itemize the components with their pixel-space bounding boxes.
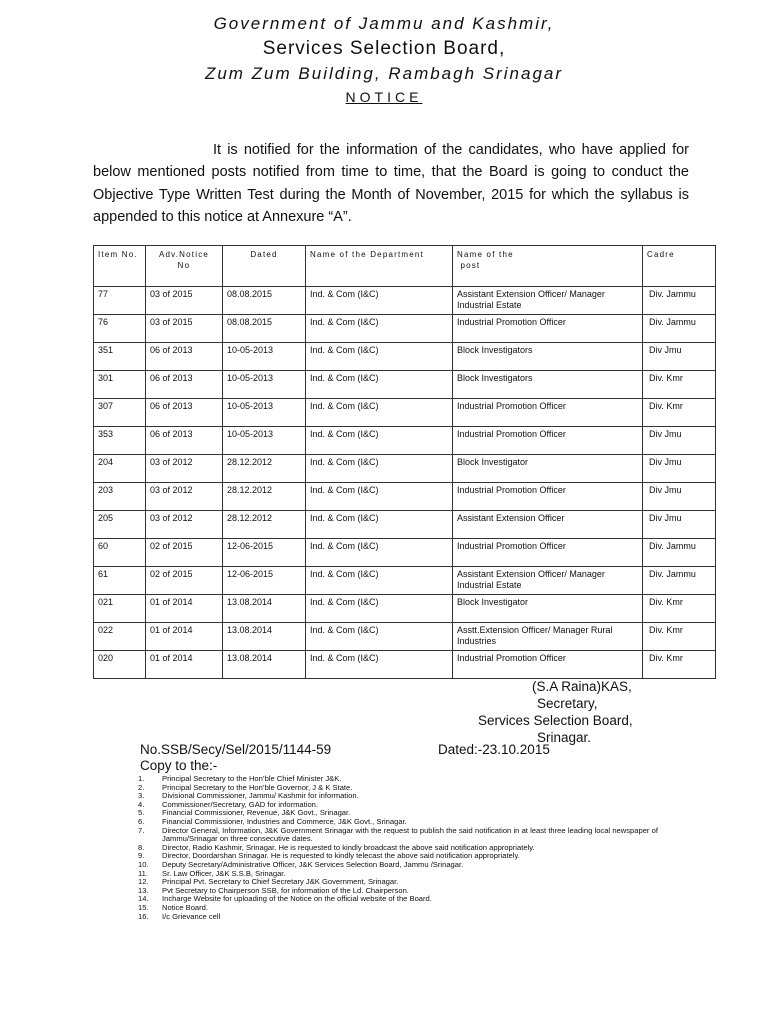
cell-dated: 28.12.2012 — [223, 455, 306, 483]
cell-department: Ind. & Com (I&C) — [306, 455, 453, 483]
cell-item-no: 022 — [94, 623, 146, 651]
table-row — [94, 567, 716, 595]
table-row — [94, 623, 716, 651]
table-row — [94, 511, 716, 539]
list-item-text: Principal Secretary to the Hon’ble Chief Minister J&K. — [162, 774, 342, 783]
intro-paragraph: It is notified for the information of the candidates, who have applied for below mentioned posts notified from time to time, that the Board is going to conduct the Objective Type Written Test during the Month of November, 2015 for which the syllabus is appended to this notice at Annexure “A”. — [93, 141, 689, 225]
cell-adv-notice: 02 of 2015 — [146, 539, 223, 567]
list-item-number: 3. — [138, 791, 145, 801]
header-government: Government of Jammu and Kashmir, — [213, 14, 555, 33]
cell-cadre: Div. Jammu — [643, 287, 716, 315]
list-item-text: Incharge Website for uploading of the Notice on the official website of the Board. — [162, 894, 432, 904]
cell-dated: 28.12.2012 — [223, 511, 306, 539]
list-item-text: Director General, Information, J&K Government Srinagar with the request to publish the said notification in at least three leading local newspaper of Jammu/Srinagar on three consecutive dates. — [162, 825, 658, 844]
cell-post: Industrial Promotion Officer — [453, 427, 643, 455]
cell-department: Ind. & Com (I&C) — [306, 287, 453, 315]
cell-department: Ind. & Com (I&C) — [306, 399, 453, 427]
cell-post: Industrial Promotion Officer — [453, 483, 643, 511]
cell-dated: 13.08.2014 — [223, 651, 306, 679]
cell-cadre: Div. Kmr — [643, 371, 716, 399]
cell-dated: 10-05-2013 — [223, 343, 306, 371]
cell-dated: 13.08.2014 — [223, 595, 306, 623]
cell-cadre: Div Jmu — [643, 483, 716, 511]
list-item-number: 7. — [138, 825, 145, 835]
cell-department: Ind. & Com (I&C) — [306, 343, 453, 371]
list-item-text: Financial Commissioner, Revenue, J&K Govt., Srinagar. — [162, 808, 351, 818]
cell-adv-notice: 03 of 2012 — [146, 483, 223, 511]
list-item-number: 16. — [138, 911, 149, 921]
cell-cadre: Div Jmu — [643, 427, 716, 455]
cell-department: Ind. & Com (I&C) — [306, 651, 453, 679]
list-item-text: Pvt Secretary to Chairperson SSB, for information of the Ld. Chairperson. — [162, 885, 409, 895]
signature-block — [440, 678, 700, 746]
cell-adv-notice: 06 of 2013 — [146, 399, 223, 427]
signatory-designation: Secretary, — [537, 696, 598, 711]
list-item-number: 1. — [138, 774, 145, 783]
cell-post: Industrial Promotion Officer — [453, 399, 643, 427]
cell-cadre: Div Jmu — [643, 511, 716, 539]
list-item-text: Deputy Secretary/Administrative Officer, J&K Services Selection Board, Jammu /Srinagar. — [162, 859, 464, 869]
header-department: Name of the Department — [306, 246, 453, 287]
cell-adv-notice: 01 of 2014 — [146, 623, 223, 651]
cell-dated: 08.08.2015 — [223, 315, 306, 343]
cell-cadre: Div. Jammu — [643, 567, 716, 595]
cell-adv-notice: 02 of 2015 — [146, 567, 223, 595]
cell-item-no: 203 — [94, 483, 146, 511]
header-address: Zum Zum Building, Rambagh Srinagar — [204, 64, 564, 83]
copy-list — [138, 775, 658, 921]
cell-adv-notice: 01 of 2014 — [146, 595, 223, 623]
cell-department: Ind. & Com (I&C) — [306, 623, 453, 651]
header-adv-notice-line2: No — [177, 261, 191, 270]
table-row — [94, 455, 716, 483]
cell-cadre: Div. Jammu — [643, 315, 716, 343]
list-item-text: Principal Secretary to the Hon’ble Governor, J & K State. — [162, 782, 353, 792]
cell-department: Ind. & Com (I&C) — [306, 371, 453, 399]
list-item-text: Principal Pvt. Secretary to Chief Secretary J&K Government, Srinagar. — [162, 877, 399, 887]
list-item-text: Director, Radio Kashmir, Srinagar. He is requested to kindly broadcast the above said notification appropriately. — [162, 842, 535, 852]
list-item-number: 11. — [138, 868, 148, 878]
cell-department: Ind. & Com (I&C) — [306, 315, 453, 343]
cell-item-no: 60 — [94, 539, 146, 567]
cell-dated: 10-05-2013 — [223, 399, 306, 427]
table-row — [94, 595, 716, 623]
list-item-number: 10. — [138, 859, 149, 869]
cell-dated: 12-06-2015 — [223, 539, 306, 567]
cell-cadre: Div. Kmr — [643, 651, 716, 679]
table-body — [94, 287, 716, 679]
cell-post: Industrial Promotion Officer — [453, 315, 643, 343]
table-row — [94, 371, 716, 399]
cell-adv-notice: 03 of 2012 — [146, 511, 223, 539]
header-post-line2: post — [460, 261, 481, 270]
cell-adv-notice: 06 of 2013 — [146, 343, 223, 371]
cell-dated: 13.08.2014 — [223, 623, 306, 651]
header-cadre: Cadre — [643, 246, 716, 287]
table-row — [94, 483, 716, 511]
table-row — [94, 315, 716, 343]
cell-post: Assistant Extension Officer — [453, 511, 643, 539]
cell-item-no: 77 — [94, 287, 146, 315]
list-item-number: 9. — [138, 851, 145, 861]
posts-table — [93, 245, 716, 679]
list-item-text: Commissioner/Secretary, GAD for information. — [162, 799, 318, 809]
cell-item-no: 61 — [94, 567, 146, 595]
cell-department: Ind. & Com (I&C) — [306, 483, 453, 511]
cell-dated: 12-06-2015 — [223, 567, 306, 595]
cell-adv-notice: 03 of 2015 — [146, 315, 223, 343]
copy-to-heading: Copy to the:- — [140, 758, 218, 773]
cell-post: Asstt.Extension Officer/ Manager Rural Industries — [453, 623, 643, 651]
signatory-name: (S.A Raina)KAS, — [532, 679, 632, 694]
cell-cadre: Div. Jammu — [643, 539, 716, 567]
cell-item-no: 301 — [94, 371, 146, 399]
cell-item-no: 205 — [94, 511, 146, 539]
header-item-no: Item No. — [94, 246, 146, 287]
cell-dated: 10-05-2013 — [223, 427, 306, 455]
list-item-text: Sr. Law Officer, J&K S.S.B, Srinagar. — [162, 868, 286, 878]
cell-item-no: 351 — [94, 343, 146, 371]
list-item-text: Director, Doordarshan Srinagar. He is requested to kindly telecast the above said notification appropriately. — [162, 851, 520, 861]
list-item-number: 15. — [138, 902, 149, 912]
signatory-place: Srinagar. — [537, 730, 592, 745]
list-item-number: 14. — [138, 894, 149, 904]
list-item-text: Notice Board. — [162, 902, 209, 912]
list-item-number: 2. — [138, 782, 145, 792]
cell-item-no: 021 — [94, 595, 146, 623]
notice-title: NOTICE — [345, 89, 423, 105]
table-row — [94, 539, 716, 567]
cell-post: Block Investigator — [453, 595, 643, 623]
cell-dated: 28.12.2012 — [223, 483, 306, 511]
cell-cadre: Div. Kmr — [643, 399, 716, 427]
table-header-row — [94, 246, 716, 287]
header-dated: Dated — [223, 246, 306, 287]
list-item-number: 8. — [138, 842, 145, 852]
table-row — [94, 287, 716, 315]
cell-cadre: Div Jmu — [643, 455, 716, 483]
header-board: Services Selection Board, — [262, 38, 506, 59]
header-post — [453, 246, 643, 287]
header-adv-notice — [146, 246, 223, 287]
cell-adv-notice: 03 of 2015 — [146, 287, 223, 315]
cell-post: Block Investigators — [453, 371, 643, 399]
cell-department: Ind. & Com (I&C) — [306, 539, 453, 567]
cell-adv-notice: 01 of 2014 — [146, 651, 223, 679]
cell-department: Ind. & Com (I&C) — [306, 567, 453, 595]
cell-adv-notice: 06 of 2013 — [146, 427, 223, 455]
list-item-number: 4. — [138, 799, 145, 809]
cell-department: Ind. & Com (I&C) — [306, 427, 453, 455]
cell-cadre: Div. Kmr — [643, 623, 716, 651]
cell-post: Assistant Extension Officer/ Manager Industrial Estate — [453, 287, 643, 315]
cell-adv-notice: 03 of 2012 — [146, 455, 223, 483]
list-item-number: 13. — [138, 885, 149, 895]
cell-item-no: 020 — [94, 651, 146, 679]
cell-cadre: Div. Kmr — [643, 595, 716, 623]
list-item-text: I/c Grievance cell — [162, 911, 221, 921]
cell-post: Block Investigator — [453, 455, 643, 483]
table-row — [94, 399, 716, 427]
list-item — [138, 895, 658, 904]
cell-post: Assistant Extension Officer/ Manager Industrial Estate — [453, 567, 643, 595]
cell-department: Ind. & Com (I&C) — [306, 511, 453, 539]
list-item — [138, 827, 658, 844]
table-row — [94, 651, 716, 679]
cell-item-no: 307 — [94, 399, 146, 427]
list-item-text: Financial Commissioner, Industries and Commerce, J&K Govt., Srinagar. — [162, 816, 407, 826]
cell-item-no: 76 — [94, 315, 146, 343]
list-item-text: Divisional Commissioner, Jammu/ Kashmir for information. — [162, 791, 359, 801]
cell-post: Industrial Promotion Officer — [453, 539, 643, 567]
list-item — [138, 913, 658, 922]
reference-number: No.SSB/Secy/Sel/2015/1144-59 — [140, 742, 332, 757]
cell-dated: 08.08.2015 — [223, 287, 306, 315]
reference-date: Dated:-23.10.2015 — [438, 742, 550, 757]
header-adv-notice-line1: Adv.Notice — [158, 250, 210, 259]
cell-adv-notice: 06 of 2013 — [146, 371, 223, 399]
cell-post: Industrial Promotion Officer — [453, 651, 643, 679]
signatory-board: Services Selection Board, — [478, 713, 633, 728]
table-row — [94, 427, 716, 455]
cell-cadre: Div Jmu — [643, 343, 716, 371]
cell-item-no: 204 — [94, 455, 146, 483]
cell-department: Ind. & Com (I&C) — [306, 595, 453, 623]
list-item-number: 6. — [138, 816, 145, 826]
table-row — [94, 343, 716, 371]
header-post-line1: Name of the — [457, 250, 514, 259]
cell-post: Block Investigators — [453, 343, 643, 371]
list-item-number: 5. — [138, 808, 145, 818]
list-item-number: 12. — [138, 877, 149, 887]
cell-item-no: 353 — [94, 427, 146, 455]
cell-dated: 10-05-2013 — [223, 371, 306, 399]
